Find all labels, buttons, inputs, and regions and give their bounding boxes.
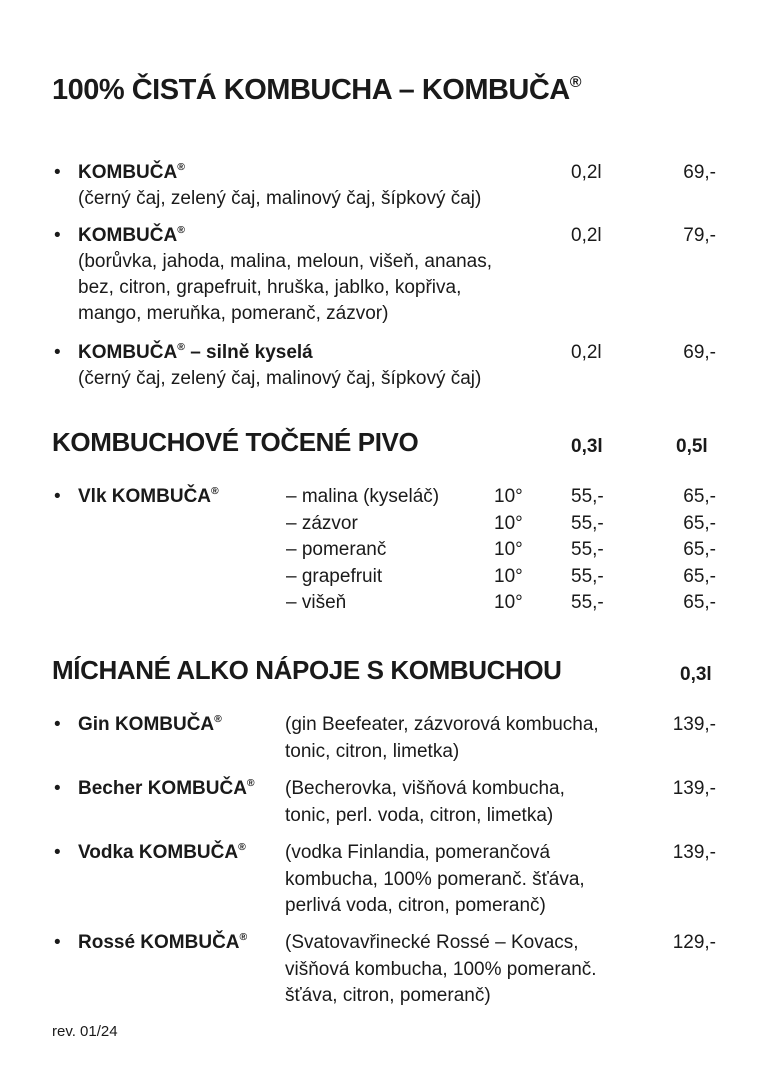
registered-mark: ® [214, 714, 222, 726]
drink-description: perlivá voda, citron, pomeranč) [285, 895, 546, 916]
beer-degree: 10° [494, 565, 523, 587]
item-name-text: KOMBUČA [78, 162, 178, 183]
section-title-draft-beer: KOMBUCHOVÉ TOČENÉ PIVO [52, 427, 419, 457]
registered-mark: ® [238, 842, 246, 854]
registered-mark: ® [211, 486, 219, 498]
item-name-vlk-kombucha: Vlk KOMBUČA® [78, 486, 219, 507]
registered-mark: ® [177, 162, 185, 174]
drink-price: 139,- [672, 842, 716, 863]
beer-price-05l: 65,- [683, 539, 716, 560]
section-title-pure-kombucha: 100% ČISTÁ KOMBUCHA – KOMBUČA® [52, 74, 582, 106]
registered-mark: ® [177, 342, 185, 354]
beer-degree: 10° [494, 512, 523, 534]
item-description: mango, meruňka, pomeranč, zázvor) [78, 303, 389, 324]
drink-name-text: Vodka KOMBUČA [78, 842, 239, 863]
item-description: bez, citron, grapefruit, hruška, jablko, kopřiva, [78, 277, 462, 298]
beer-flavor: – malina (kyseláč) [286, 486, 440, 507]
beer-price-03l: 55,- [571, 486, 604, 507]
item-price: 69,- [683, 162, 716, 183]
drink-description: (vodka Finlandia, pomerančová [285, 842, 551, 863]
item-description: (černý čaj, zelený čaj, malinový čaj, šípkový čaj) [78, 368, 482, 389]
beer-price-05l: 65,- [683, 512, 716, 534]
beer-flavor: – zázvor [286, 512, 358, 534]
item-name [78, 160, 185, 186]
drink-description: tonic, perl. voda, citron, limetka) [285, 804, 554, 826]
registered-mark: ® [569, 74, 582, 92]
drink-description: (Becherovka, višňová kombucha, [285, 778, 565, 799]
drink-description: (gin Beefeater, zázvorová kombucha, [285, 714, 599, 735]
drink-name-text: Rossé KOMBUČA [78, 932, 240, 953]
beer-degree: 10° [494, 539, 523, 560]
item-size: 0,2l [571, 342, 602, 363]
drink-name [78, 930, 247, 956]
revision-note: rev. 01/24 [52, 1023, 118, 1040]
item-name-suffix: – silně kyselá [184, 342, 313, 363]
beer-price-03l: 55,- [571, 512, 604, 534]
drink-name-text: Gin KOMBUČA [78, 714, 215, 735]
item-price: 79,- [683, 225, 716, 246]
drink-description: šťáva, citron, pomeranč) [285, 985, 491, 1006]
registered-mark: ® [177, 225, 185, 237]
item-description: (černý čaj, zelený čaj, malinový čaj, šípkový čaj) [78, 188, 482, 209]
drink-description: (Svatovavřinecké Rossé – Kovacs, [285, 932, 579, 953]
item-size: 0,2l [571, 225, 602, 246]
drink-price: 139,- [672, 714, 716, 735]
section-title-mixed-drinks: MÍCHANÉ ALKO NÁPOJE S KOMBUCHOU [52, 655, 562, 685]
bullet-icon: • [54, 162, 61, 183]
drink-description: tonic, citron, limetka) [285, 740, 460, 762]
drink-name [78, 712, 222, 738]
column-header-03l: 0,3l [571, 436, 603, 457]
drink-price: 139,- [672, 778, 716, 799]
item-name-text: KOMBUČA [78, 225, 178, 246]
drink-description: višňová kombucha, 100% pomeranč. [285, 958, 597, 980]
bullet-icon: • [54, 714, 61, 735]
beer-degree: 10° [494, 486, 523, 507]
drink-description: kombucha, 100% pomeranč. šťáva, [285, 868, 585, 890]
beer-price-05l: 65,- [683, 592, 716, 613]
item-name [78, 340, 313, 366]
beer-price-05l: 65,- [683, 486, 716, 507]
bullet-icon: • [54, 342, 61, 363]
beer-price-05l: 65,- [683, 565, 716, 587]
drink-name-text: Becher KOMBUČA [78, 778, 247, 799]
bullet-icon: • [54, 932, 61, 953]
item-name [78, 223, 185, 249]
beer-price-03l: 55,- [571, 592, 604, 613]
bullet-icon: • [54, 225, 61, 246]
beer-price-03l: 55,- [571, 539, 604, 560]
beer-flavor: – pomeranč [286, 539, 387, 560]
drink-price: 129,- [672, 932, 716, 953]
registered-mark: ® [246, 778, 255, 790]
bullet-icon: • [54, 778, 61, 799]
registered-mark: ® [239, 932, 248, 944]
beer-flavor: – višeň [286, 592, 347, 613]
bullet-icon: • [54, 486, 61, 507]
beer-flavor: – grapefruit [286, 565, 383, 587]
item-description: (borůvka, jahoda, malina, meloun, višeň, ananas, [78, 251, 493, 272]
beer-degree: 10° [494, 592, 523, 613]
drink-name [78, 776, 255, 802]
item-price: 69,- [683, 342, 716, 363]
drink-name [78, 840, 246, 866]
item-size: 0,2l [571, 162, 602, 183]
column-header-03l: 0,3l [680, 664, 712, 685]
item-name-text: KOMBUČA [78, 342, 178, 363]
bullet-icon: • [54, 842, 61, 863]
beer-price-03l: 55,- [571, 565, 604, 587]
column-header-05l: 0,5l [676, 436, 708, 457]
